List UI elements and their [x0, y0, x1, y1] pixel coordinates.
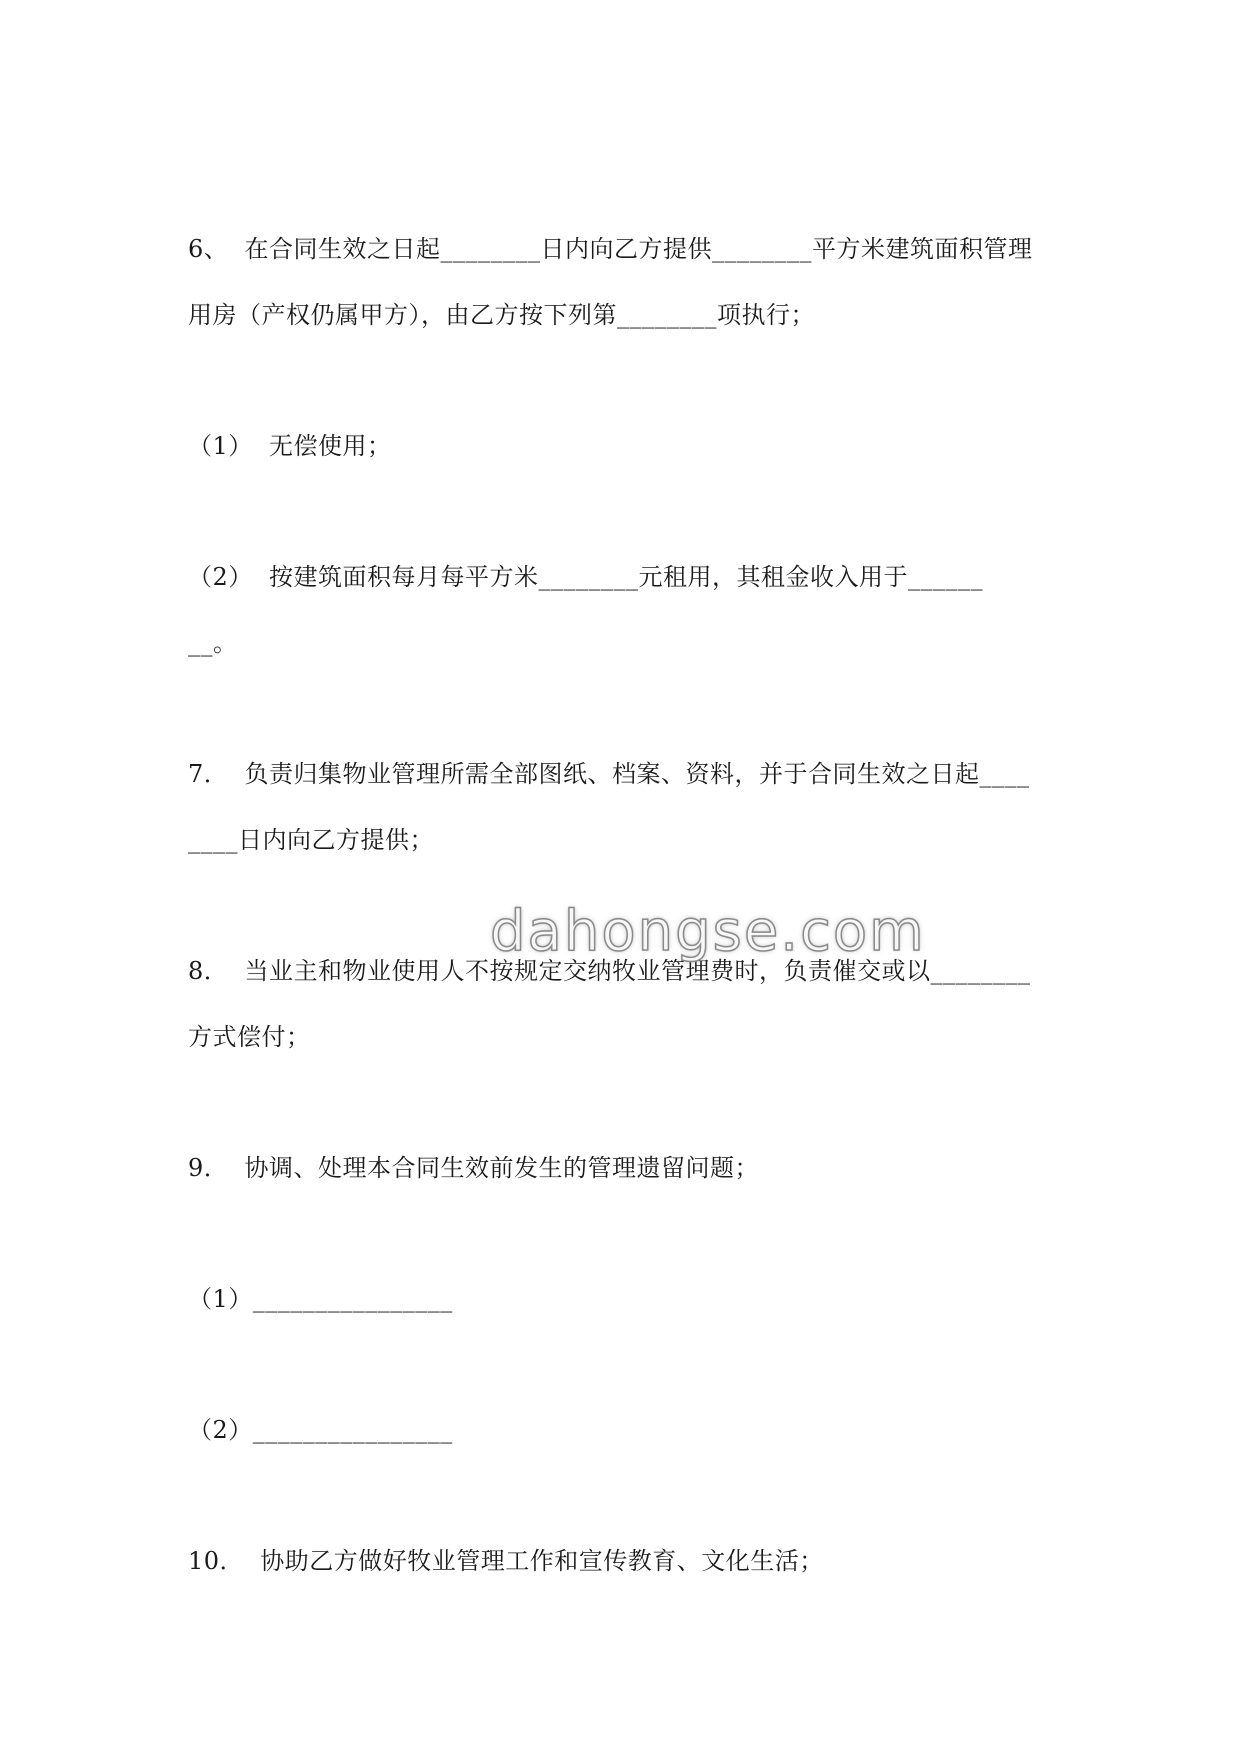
clause-6-option-2-line-2: __。 — [188, 629, 238, 657]
clause-6-line-2: 用房（产权仍属甲方），由乙方按下列第________项执行； — [188, 301, 815, 329]
clause-9-item-2: （2）________________ — [188, 1416, 453, 1444]
watermark: dahongse.com — [490, 899, 926, 964]
clause-6-option-1: （1） 无偿使用； — [188, 432, 392, 460]
clause-9-item-1: （1）________________ — [188, 1285, 453, 1313]
clause-8-line-1: 8． 当业主和物业使用人不按规定交纳牧业管理费时，负责催交或以________ — [188, 957, 1031, 985]
clause-9-line: 9． 协调、处理本合同生效前发生的管理遗留问题； — [188, 1154, 760, 1182]
clause-7-line-2: ____日内向乙方提供； — [188, 826, 434, 854]
clause-10-line: 10． 协助乙方做好牧业管理工作和宣传教育、文化生活； — [188, 1547, 824, 1575]
clause-6-line-1: 6、 在合同生效之日起________日内向乙方提供________平方米建筑面积管理 — [188, 235, 1033, 263]
clause-7-line-1: 7． 负责归集物业管理所需全部图纸、档案、资料，并于合同生效之日起____ — [188, 760, 1030, 788]
clause-6-option-2-line-1: （2） 按建筑面积每月每平方米________元租用，其租金收入用于______ — [188, 563, 984, 591]
clause-8-line-2: 方式偿付； — [188, 1023, 311, 1051]
